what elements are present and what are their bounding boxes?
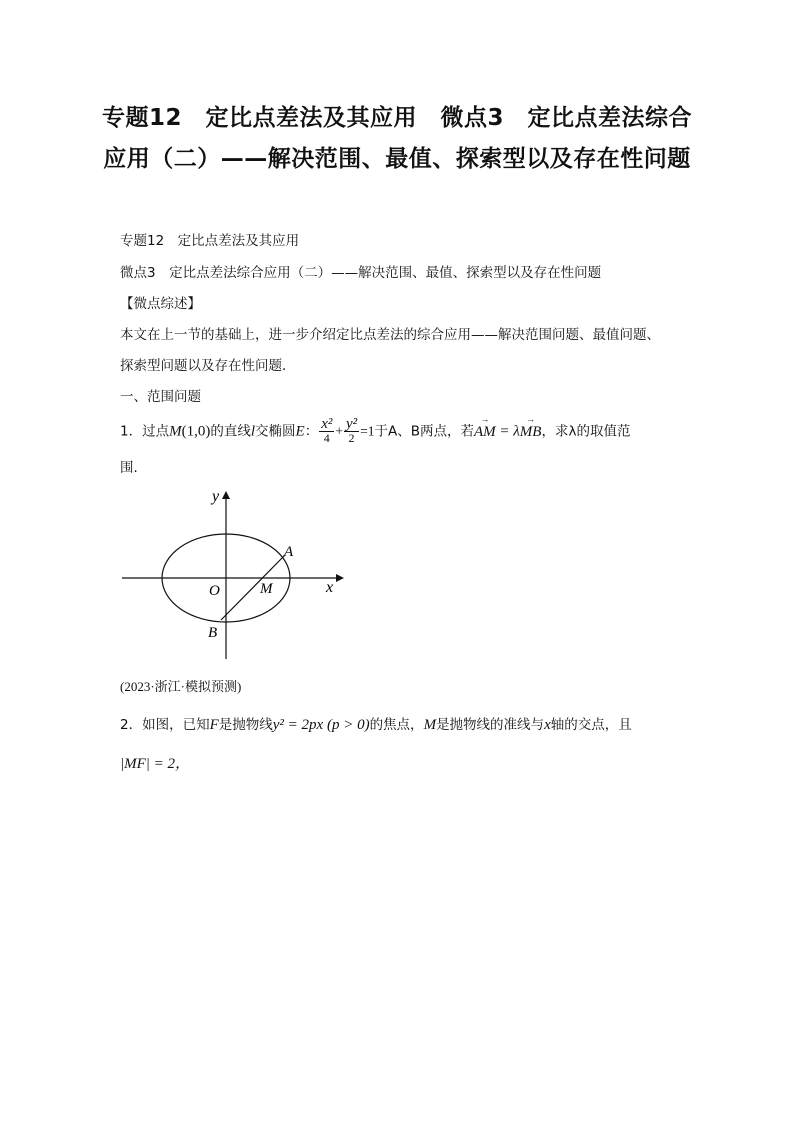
q2-parabola: y² = 2px (p > 0) [272, 717, 370, 733]
q2-b: 是抛物线 [218, 717, 273, 733]
q1-l: l [250, 423, 256, 440]
y-label: y [212, 488, 220, 505]
overview-heading: 【微点综述】 [120, 296, 201, 312]
q2-d: 是抛物线的准线与 [436, 717, 545, 733]
q1-ellipse-e: E [295, 423, 305, 440]
q2-c: 的焦点， [369, 717, 424, 733]
origin-label: O [209, 583, 220, 599]
q2-e: 轴的交点，且 [550, 717, 632, 733]
question-2-line-2: |MF| = 2， [120, 756, 191, 772]
q1-num: 1．过点 [120, 423, 170, 440]
section-range-heading: 一、范围问题 [120, 389, 201, 405]
q1-vec-am: → AM [474, 424, 496, 441]
overview-line-1: 本文在上一节的基础上，进一步介绍定比点差法的综合应用——解决范围问题、最值问题、 [120, 327, 660, 343]
question-1-line-1: 1．过点M(1,0)的直线l交椭圆E： $\frac{\text{x²}}{4}$ + $\frac{\text{y²}}{2}$ =1于A、B两点，若→ AM = λ→ MB，求λ的取值范 [120, 418, 630, 445]
point-a-label: A [284, 544, 294, 560]
q1-point-m: M [169, 423, 182, 440]
q1-tail: 于A、B两点，若 [374, 423, 474, 440]
q1-vec-mb: → MB [520, 424, 542, 441]
point-line: 微点3 定比点差法综合应用（二）——解决范围、最值、探索型以及存在性问题 [120, 265, 602, 281]
page-title: 专题12 定比点差法及其应用 微点3 定比点差法综合应用（二）——解决范围、最值、探索型以及存在性问题 [101, 105, 692, 172]
point-m-label: M [260, 581, 273, 597]
q1-frac-y: $\frac{\text{y²}}{2}$ [345, 416, 358, 445]
x-axis-arrow [336, 574, 344, 582]
q1-mid: 的直线 [210, 423, 251, 440]
q2-m: M [423, 717, 437, 733]
q2-x: x [544, 717, 551, 733]
y-axis-arrow [222, 491, 230, 499]
source-note: (2023·浙江·模拟预测) [120, 679, 242, 694]
q1-ask: ，求λ的取值范 [541, 423, 631, 440]
q1-frac-x: $\frac{\text{x²}}{4}$ [321, 416, 333, 445]
question-1-line-2: 围． [120, 460, 147, 476]
q2-a: 2．如图，已知 [120, 717, 210, 733]
x-label: x [326, 579, 334, 596]
q1-eq: = λ [495, 423, 520, 440]
q1-coords: (1,0) [181, 423, 211, 440]
ellipse-figure [118, 487, 348, 667]
overview-line-2: 探索型问题以及存在性问题． [120, 358, 296, 374]
question-2-line-1 [120, 713, 632, 734]
q1-mid2: 交椭圆 [255, 423, 296, 440]
point-b-label: B [208, 625, 218, 641]
topic-line: 专题12 定比点差法及其应用 [120, 233, 300, 249]
q1-colon: ： [304, 423, 319, 440]
chord-ab [221, 555, 285, 620]
q2-f: F [209, 717, 219, 733]
q1-eq1: =1 [360, 423, 375, 439]
